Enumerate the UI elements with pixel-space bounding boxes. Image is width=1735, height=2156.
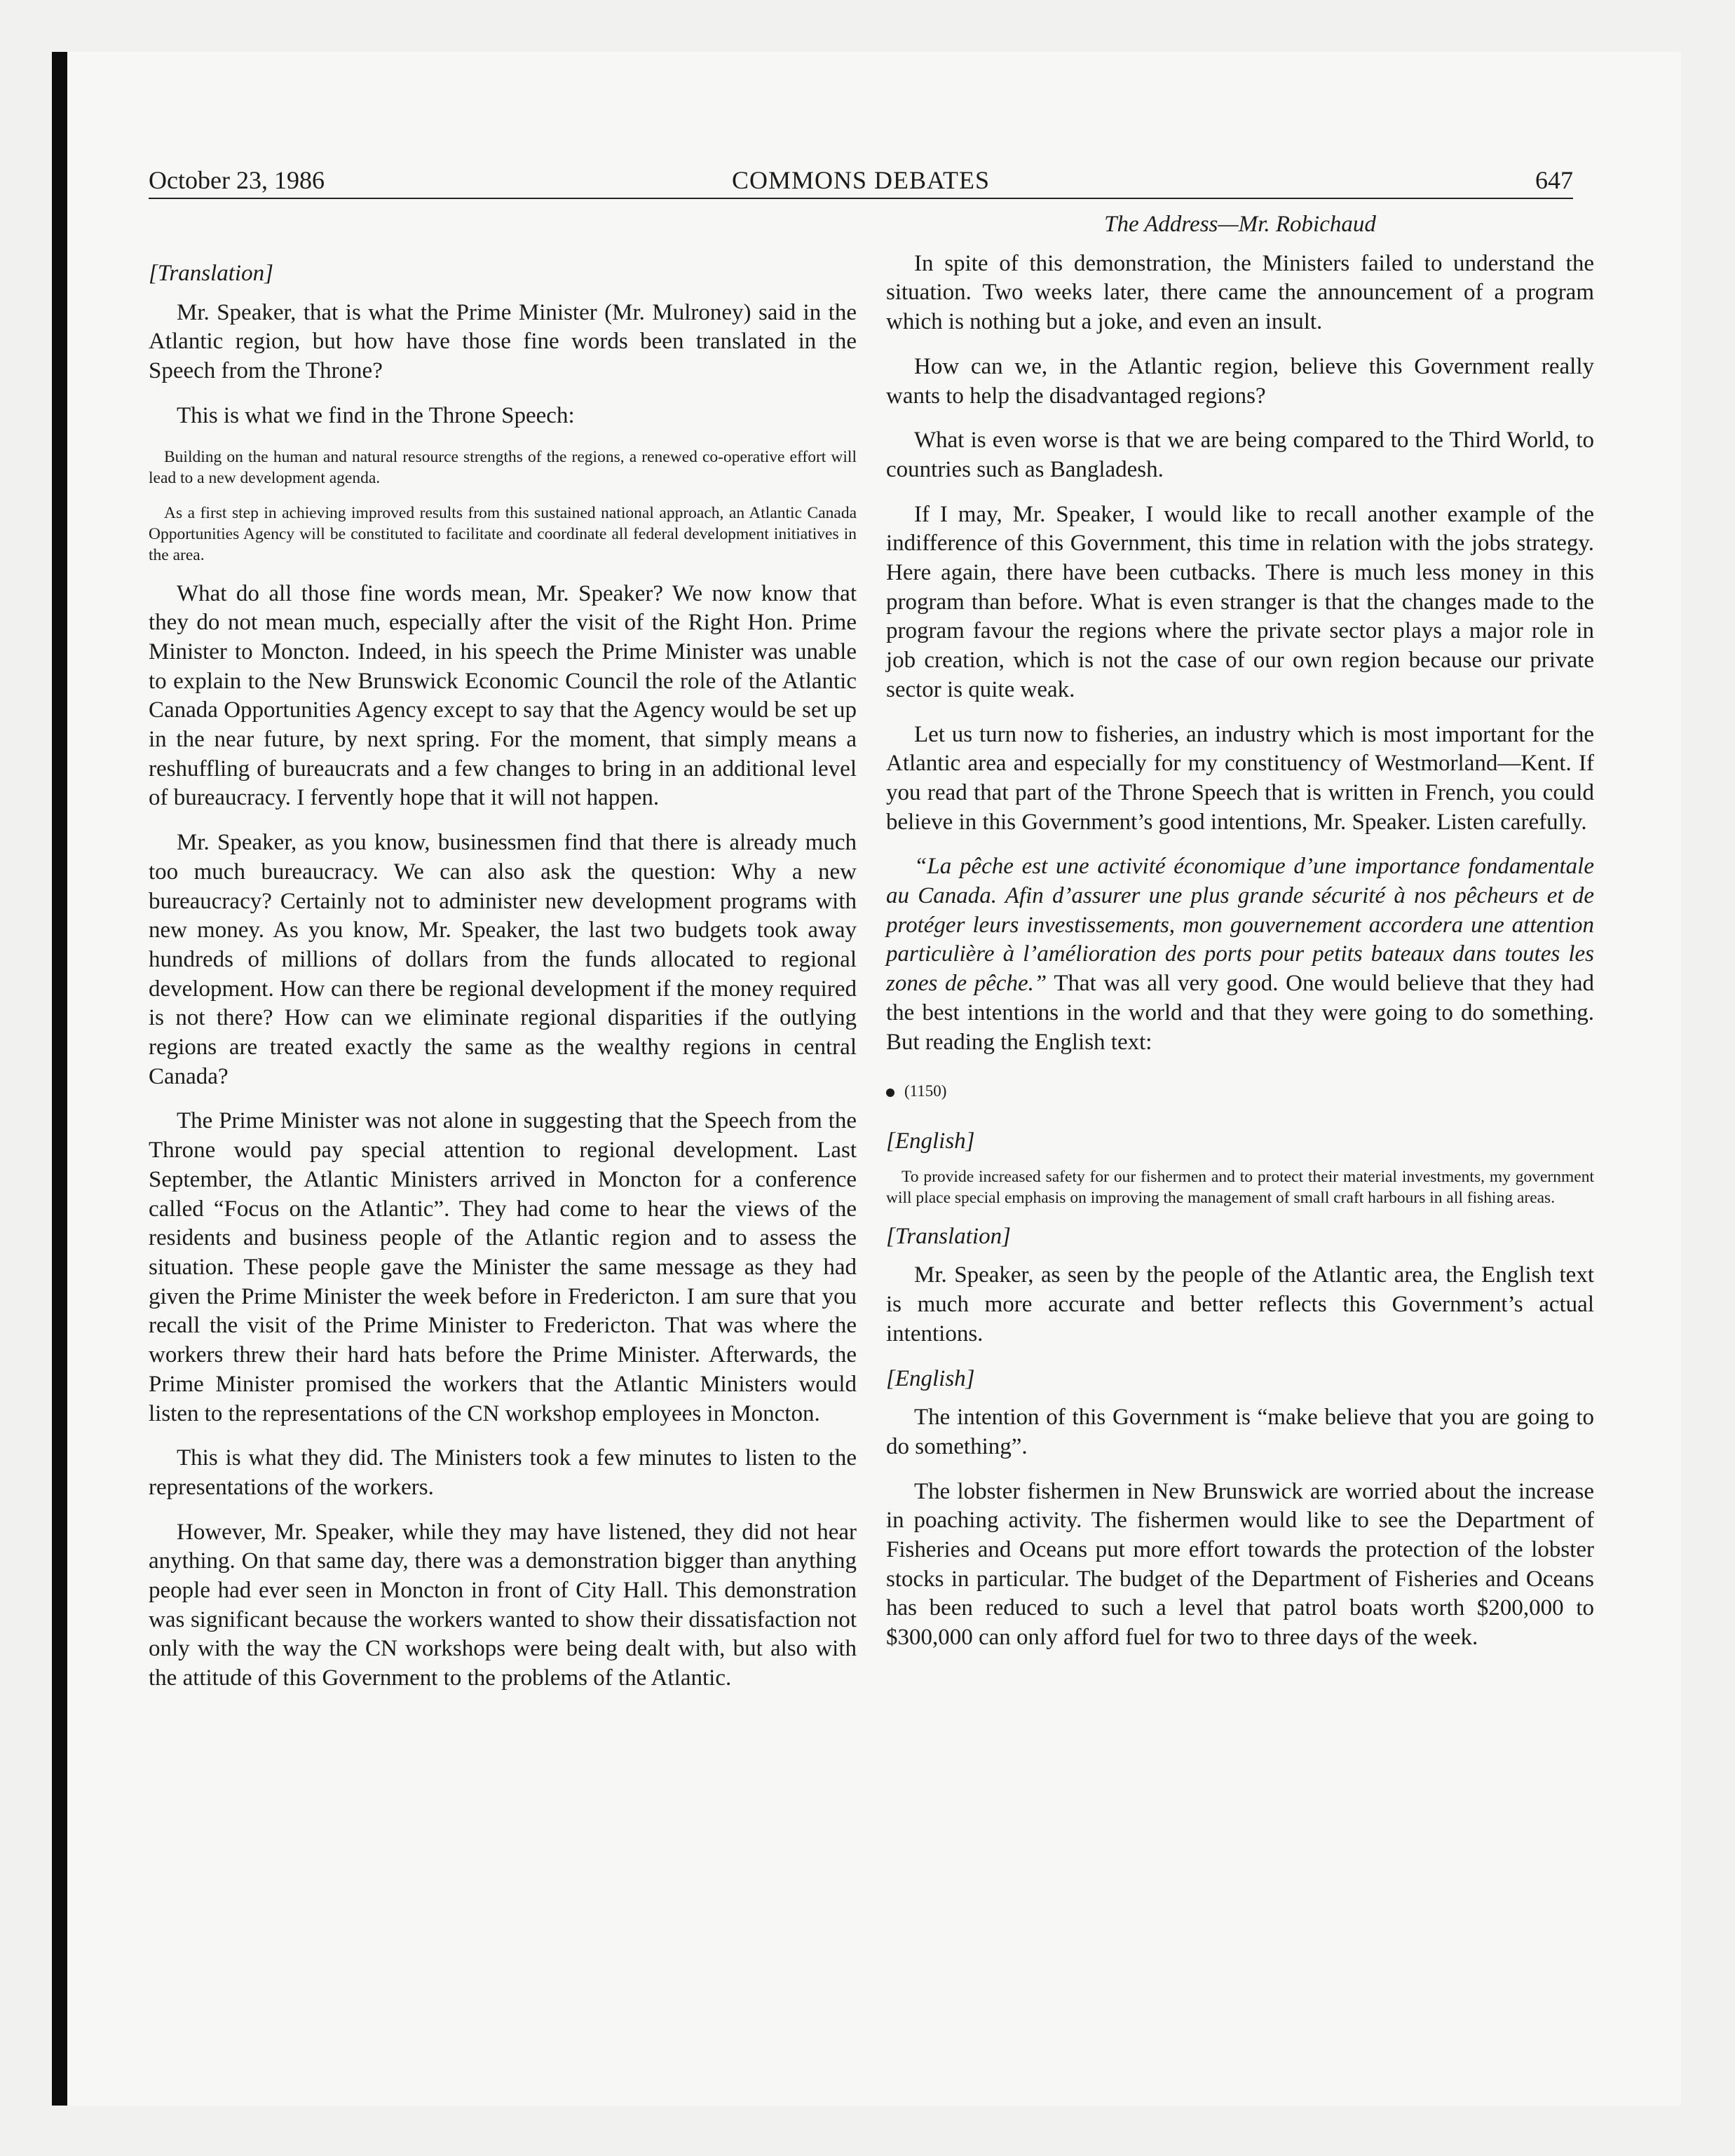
throne-speech-quote: To provide increased safety for our fishermen and to protect their material investments, my government will place special emphasis on improving the management of small craft harbours in all fishing areas. bbox=[886, 1167, 1594, 1207]
english-label: [English] bbox=[886, 1128, 975, 1154]
paragraph: The lobster fishermen in New Brunswick are worried about the increase in poaching activity. The fishermen would like to see the Department of Fisheries and Oceans put more effort towards the protection of the lobster stocks in particular. The budget of the Department of Fisheries and Oceans has been reduced to such a level that patrol boats worth $200,000 to $300,000 can only afford fuel for two to three days of the week. bbox=[886, 1478, 1594, 1651]
header-date: October 23, 1986 bbox=[149, 166, 325, 194]
translation-label: [Translation] bbox=[149, 261, 273, 286]
scan-edge bbox=[52, 52, 67, 2106]
paragraph: In spite of this demonstration, the Ministers failed to understand the situation. Two weeks later, there came the announcement of a program which is nothing but a joke, and even an insult. bbox=[886, 250, 1594, 335]
french-quote: “La pêche est une activité économique d’une importance fondamentale au Canada. Afin d’assurer une plus grande sécurité à nos pêcheurs et de protéger leurs investissements, mon gouvernement accordera une attention particulière à l’amélioration des ports pour petits bateaux dans toutes les zones de pêche.” bbox=[886, 854, 1594, 997]
english-label: [English] bbox=[886, 1365, 975, 1391]
paragraph: What do all those fine words mean, Mr. Speaker? We now know that they do not mean much, especially after the visit of the Right Hon. Prime Minister to Moncton. Indeed, in his speech the Prime Minister was unable to explain to the New Brunswick Economic Council the role of the Atlantic Canada Opportunities Agency except to say that the Agency would be set up in the near future, by next spring. For the moment, that simply means a reshuffling of bureaucrats and a few changes to bring in an additional level of bureaucracy. I fervently hope that it will not happen. bbox=[149, 580, 857, 811]
header-title: COMMONS DEBATES bbox=[731, 166, 991, 194]
paragraph: This is what we find in the Throne Speech: bbox=[177, 402, 575, 428]
bullet-icon bbox=[886, 1089, 894, 1097]
paragraph: What is even worse is that we are being compared to the Third World, to countries such as Bangladesh. bbox=[886, 428, 1594, 482]
paragraph: Mr. Speaker, that is what the Prime Minister (Mr. Mulroney) said in the Atlantic region, but how have those fine words been translated in the Speech from the Throne? bbox=[149, 299, 857, 384]
throne-speech-quote: As a first step in achieving improved results from this sustained national approach, an Atlantic Canada Opportunities Agency will be constituted to facilitate and coordinate all federal development initiatives in the area. bbox=[149, 503, 857, 564]
paragraph: This is what they did. The Ministers took a few minutes to listen to the representations of the workers. bbox=[149, 1445, 857, 1500]
throne-speech-quote: Building on the human and natural resource strengths of the regions, a renewed co-operative effort will lead to a new development agenda. bbox=[149, 447, 857, 487]
page-header bbox=[149, 161, 1573, 198]
header-rule bbox=[149, 198, 1573, 199]
paragraph-french-quote bbox=[886, 852, 1594, 1057]
french-quote-comment: That was all very good. One would believe that they had the best intentions in the world and that they were going to do something. But reading the English text: bbox=[886, 971, 1594, 1055]
time-marker bbox=[886, 1077, 1594, 1106]
speaker-heading: The Address—Mr. Robichaud bbox=[1104, 212, 1376, 237]
translation-label: [Translation] bbox=[886, 1223, 1011, 1249]
paragraph: However, Mr. Speaker, while they may have listened, they did not hear anything. On that same day, there was a demonstration bigger than anything people had ever seen in Moncton in front of City Hall. This demonstration was significant because the workers wanted to show their dissatisfaction not only with the way the CN workshops were being dealt with, but also with the attitude of this Government to the problems of the Atlantic. bbox=[149, 1519, 857, 1691]
paragraph: Let us turn now to fisheries, an industry which is most important for the Atlantic area and especially for my constituency of Westmorland—Kent. If you read that part of the Throne Speech that is written in French, you could believe in this Government’s good intentions, Mr. Speaker. Listen carefully. bbox=[886, 721, 1594, 835]
page-number: 647 bbox=[1535, 166, 1573, 194]
paragraph: Mr. Speaker, as seen by the people of the Atlantic area, the English text is much more accurate and better reflects this Government’s actual intentions. bbox=[886, 1262, 1594, 1346]
paragraph: The Prime Minister was not alone in suggesting that the Speech from the Throne would pay special attention to regional development. Last September, the Atlantic Ministers arrived in Moncton for a conference called “Focus on the Atlantic”. They had come to hear the views of the residents and business people of the Atlantic region and to assess the situation. These people gave the Minister the same message as they had given the Prime Minister the week before in Fredericton. I am sure that you recall the visit of the Prime Minister to Fredericton. That was where the workers threw their hard hats before the Prime Minister. Afterwards, the Prime Minister promised the workers that the Atlantic Ministers would listen to the representations of the CN workshop employees in Moncton. bbox=[149, 1108, 857, 1426]
right-column bbox=[886, 210, 1594, 1668]
time-marker-text: (1150) bbox=[904, 1082, 947, 1100]
left-column bbox=[149, 259, 857, 1709]
paragraph: The intention of this Government is “make believe that you are going to do something”. bbox=[886, 1405, 1594, 1459]
paragraph: Mr. Speaker, as you know, businessmen find that there is already much too much bureaucracy. We can also ask the question: Why a new bureaucracy? Certainly not to administer new development programs with new money. As you know, Mr. Speaker, the last two budgets took away hundreds of millions of dollars from the funds allocated to regional development. How can there be regional development if the money required is not there? How can we eliminate regional disparities if the outlying regions are treated exactly the same as the wealthy regions in central Canada? bbox=[149, 830, 857, 1089]
paragraph: If I may, Mr. Speaker, I would like to recall another example of the indifference of this Government, this time in relation with the jobs strategy. Here again, there have been cutbacks. There is much less money in this program than before. What is even stranger is that the changes made to the program favour the regions where the private sector plays a major role in job creation, which is not the case of our own region because our private sector is quite weak. bbox=[886, 501, 1594, 702]
paragraph: How can we, in the Atlantic region, believe this Government really wants to help the disadvantaged regions? bbox=[886, 353, 1594, 409]
